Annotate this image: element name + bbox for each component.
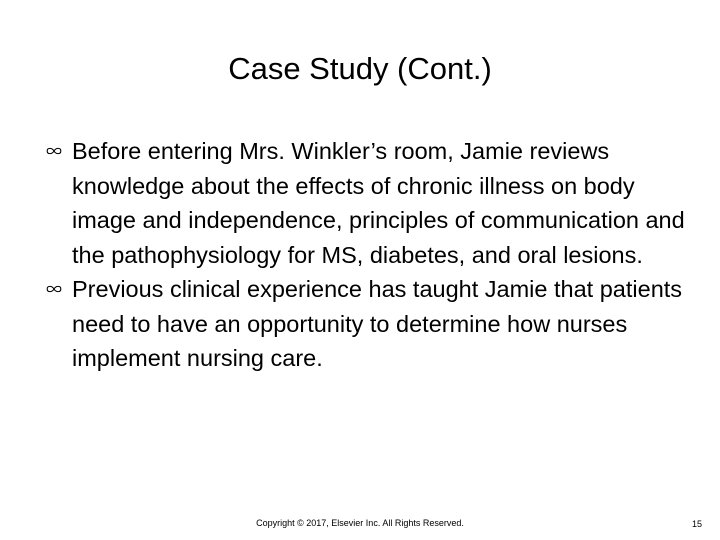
slide-title: Case Study (Cont.) (228, 51, 492, 86)
bullet-item (46, 272, 686, 376)
bullet-list (46, 134, 686, 376)
slide-number: 15 (691, 519, 702, 529)
infinity-bullet-icon (46, 284, 62, 294)
bullet-item (46, 134, 686, 272)
bullet-text: Before entering Mrs. Winkler’s room, Jamie reviews knowledge about the effects of chronic illness on body image and independence, principles of communication and the pathophysiology for MS, diabetes, and oral lesions. (72, 138, 685, 268)
bullet-text: Previous clinical experience has taught Jamie that patients need to have an opportunity to determine how nurses implement nursing care. (72, 276, 683, 371)
infinity-bullet-icon (46, 146, 62, 156)
footer-copyright: Copyright © 2017, Elsevier Inc. All Rights Reserved. (256, 518, 464, 528)
